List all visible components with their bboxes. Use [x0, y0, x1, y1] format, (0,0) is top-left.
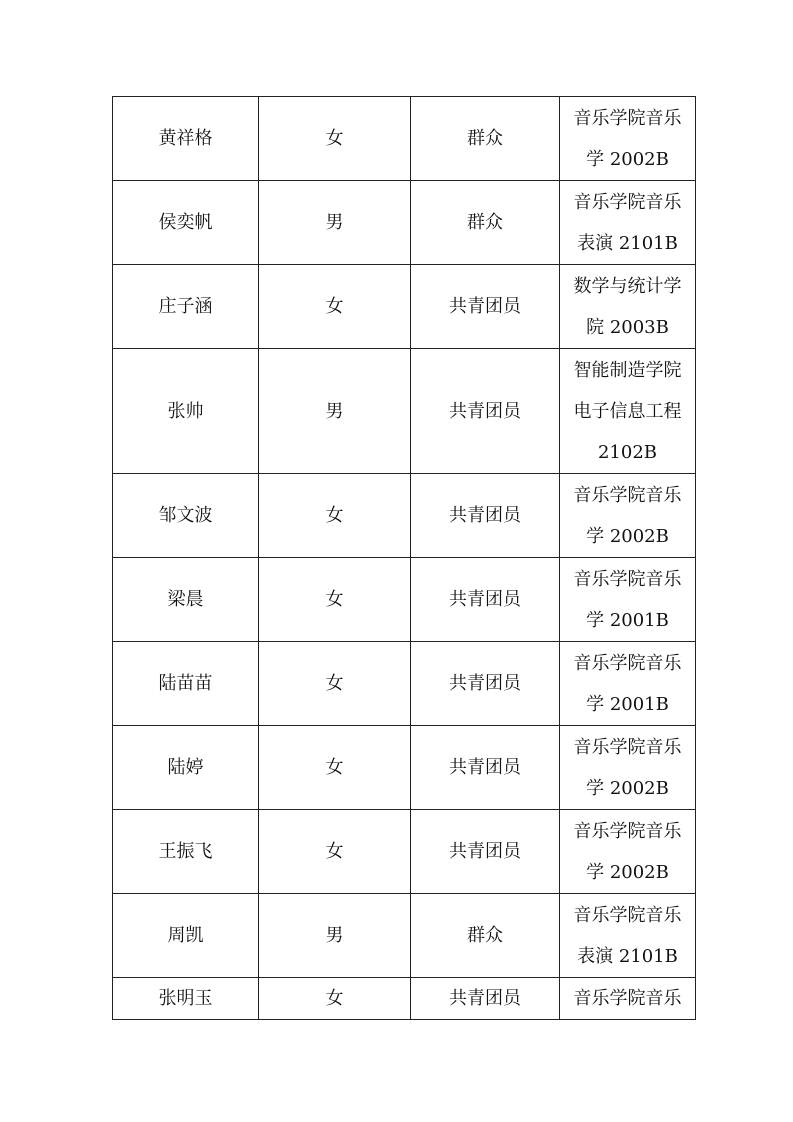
department-cell: 音乐学院音乐 学 2001B — [560, 642, 696, 726]
department-cell: 音乐学院音乐 表演 2101B — [560, 894, 696, 978]
political-status-cell: 群众 — [411, 181, 560, 265]
gender-cell: 女 — [259, 642, 411, 726]
name-cell: 周凯 — [113, 894, 259, 978]
table-row — [113, 474, 696, 558]
member-table — [112, 96, 696, 1020]
gender-cell: 男 — [259, 894, 411, 978]
gender-cell: 女 — [259, 265, 411, 349]
name-cell: 梁晨 — [113, 558, 259, 642]
department-cell: 音乐学院音乐 表演 2101B — [560, 181, 696, 265]
department-cell: 数学与统计学 院 2003B — [560, 265, 696, 349]
name-cell: 黄祥格 — [113, 97, 259, 181]
political-status-cell: 共青团员 — [411, 558, 560, 642]
political-status-cell: 群众 — [411, 97, 560, 181]
department-cell: 音乐学院音乐 学 2002B — [560, 474, 696, 558]
name-cell: 陆苗苗 — [113, 642, 259, 726]
gender-cell: 女 — [259, 810, 411, 894]
member-table-body — [113, 97, 696, 1020]
table-row — [113, 894, 696, 978]
name-cell: 邹文波 — [113, 474, 259, 558]
department-cell: 音乐学院音乐 学 2002B — [560, 97, 696, 181]
political-status-cell: 共青团员 — [411, 265, 560, 349]
name-cell: 侯奕帆 — [113, 181, 259, 265]
political-status-cell: 共青团员 — [411, 810, 560, 894]
gender-cell: 女 — [259, 726, 411, 810]
department-cell: 音乐学院音乐 学 2002B — [560, 810, 696, 894]
table-row — [113, 558, 696, 642]
table-row — [113, 726, 696, 810]
political-status-cell: 共青团员 — [411, 642, 560, 726]
name-cell: 庄子涵 — [113, 265, 259, 349]
table-row — [113, 181, 696, 265]
gender-cell: 男 — [259, 181, 411, 265]
name-cell: 张明玉 — [113, 978, 259, 1020]
gender-cell: 女 — [259, 474, 411, 558]
department-cell: 音乐学院音乐 学 2002B — [560, 726, 696, 810]
table-row — [113, 642, 696, 726]
political-status-cell: 群众 — [411, 894, 560, 978]
gender-cell: 女 — [259, 558, 411, 642]
table-row — [113, 349, 696, 474]
name-cell: 王振飞 — [113, 810, 259, 894]
table-row — [113, 265, 696, 349]
political-status-cell: 共青团员 — [411, 474, 560, 558]
gender-cell: 女 — [259, 978, 411, 1020]
political-status-cell: 共青团员 — [411, 978, 560, 1020]
political-status-cell: 共青团员 — [411, 726, 560, 810]
department-cell: 音乐学院音乐 学 2001B — [560, 558, 696, 642]
name-cell: 陆婷 — [113, 726, 259, 810]
table-row — [113, 810, 696, 894]
department-cell: 音乐学院音乐 — [560, 978, 696, 1020]
political-status-cell: 共青团员 — [411, 349, 560, 474]
table-row — [113, 978, 696, 1020]
name-cell: 张帅 — [113, 349, 259, 474]
department-cell: 智能制造学院 电子信息工程 2102B — [560, 349, 696, 474]
gender-cell: 男 — [259, 349, 411, 474]
gender-cell: 女 — [259, 97, 411, 181]
table-row — [113, 97, 696, 181]
